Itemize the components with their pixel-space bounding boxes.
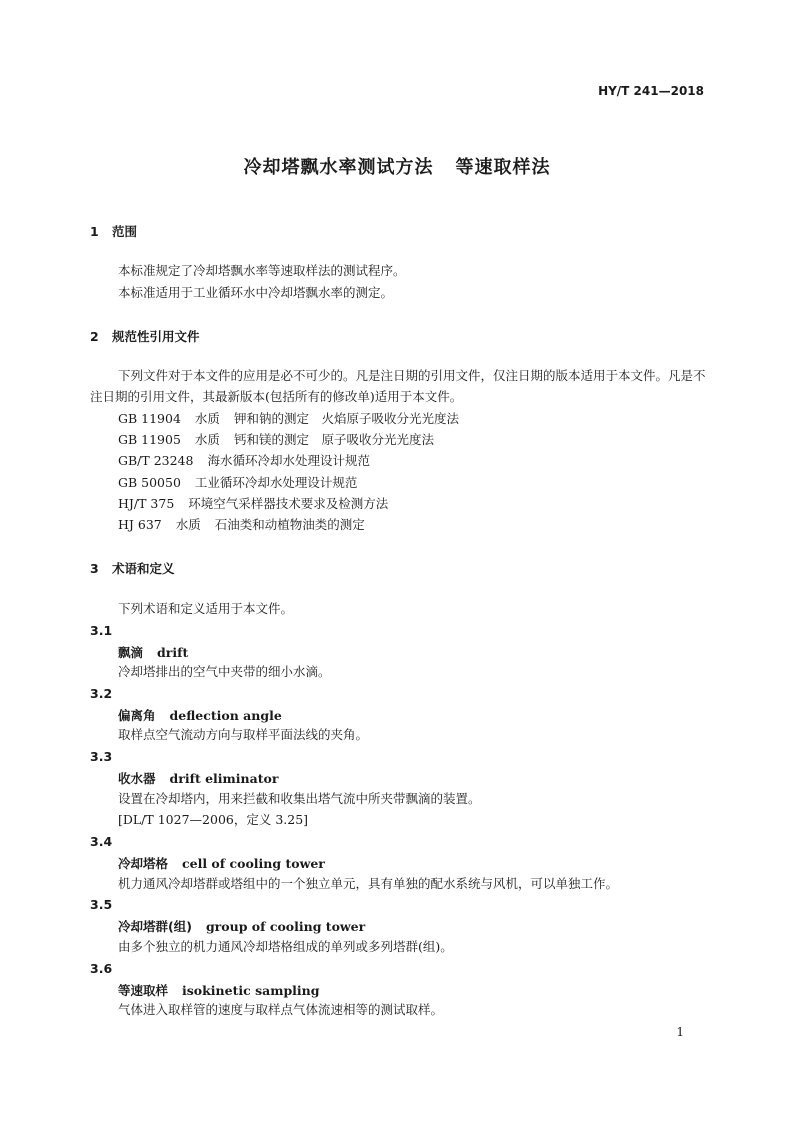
term-name: 飘滴 drift bbox=[118, 645, 189, 660]
reference-item: GB 11904 水质 钾和钠的测定 火焰原子吸收分光光度法 bbox=[118, 411, 459, 426]
title-main: 冷却塔飘水率测试方法 bbox=[243, 157, 434, 178]
normative-intro: 下列文件对于本文件的应用是必不可少的。凡是注日期的引用文件，仅注日期的版本适用于本文件。凡是不注日期的引用文件，其最新版本(包括所有的修改单)适用于本文件。 bbox=[90, 368, 706, 404]
reference-item: GB 50050 工业循环冷却水处理设计规范 bbox=[118, 475, 358, 490]
terms-intro: 下列术语和定义适用于本文件。 bbox=[118, 601, 294, 616]
term-definition: 冷却塔排出的空气中夹带的细小水滴。 bbox=[118, 664, 331, 679]
scope-paragraph-1: 本标准规定了冷却塔飘水率等速取样法的测试程序。 bbox=[118, 263, 406, 278]
scope-paragraph-2: 本标准适用于工业循环水中冷却塔飘水率的测定。 bbox=[118, 285, 394, 300]
term-definition: 气体进入取样管的速度与取样点气体流速相等的测试取样。 bbox=[118, 1002, 444, 1017]
standard-code: HY/T 241—2018 bbox=[598, 84, 704, 98]
term-definition: 由多个独立的机力通风冷却塔格组成的单列或多列塔群(组)。 bbox=[118, 939, 453, 954]
term-name: 等速取样 isokinetic sampling bbox=[118, 983, 320, 998]
term-number: 3.3 bbox=[90, 749, 113, 764]
reference-item: GB 11905 水质 钙和镁的测定 原子吸收分光光度法 bbox=[118, 432, 434, 447]
term-definition: 取样点空气流动方向与取样平面法线的夹角。 bbox=[118, 727, 369, 742]
term-number: 3.5 bbox=[90, 897, 113, 912]
reference-item: HJ/T 375 环境空气采样器技术要求及检测方法 bbox=[118, 496, 389, 511]
title-sub: 等速取样法 bbox=[455, 157, 551, 178]
term-name: 收水器 drift eliminator bbox=[118, 771, 279, 786]
reference-item: HJ 637 水质 石油类和动植物油类的测定 bbox=[118, 517, 365, 532]
term-number: 3.4 bbox=[90, 834, 113, 849]
term-definition: 设置在冷却塔内，用来拦截和收集出塔气流中所夹带飘滴的装置。 bbox=[118, 791, 481, 806]
section-heading-terms: 3 术语和定义 bbox=[90, 561, 175, 576]
term-name: 冷却塔格 cell of cooling tower bbox=[118, 856, 325, 871]
term-number: 3.6 bbox=[90, 961, 113, 976]
term-number: 3.2 bbox=[90, 686, 113, 701]
term-name: 偏离角 deflection angle bbox=[118, 708, 282, 723]
reference-item: GB/T 23248 海水循环冷却水处理设计规范 bbox=[118, 453, 370, 468]
term-definition: 机力通风冷却塔群或塔组中的一个独立单元，具有单独的配水系统与风机，可以单独工作。 bbox=[118, 876, 619, 891]
section-heading-normative: 2 规范性引用文件 bbox=[90, 329, 200, 344]
page-number: 1 bbox=[676, 1025, 684, 1039]
section-heading-scope: 1 范围 bbox=[90, 224, 138, 239]
term-source: [DL/T 1027—2006，定义 3.25] bbox=[118, 812, 309, 827]
page-title bbox=[0, 153, 794, 179]
term-number: 3.1 bbox=[90, 623, 113, 638]
term-name: 冷却塔群(组) group of cooling tower bbox=[118, 919, 366, 934]
